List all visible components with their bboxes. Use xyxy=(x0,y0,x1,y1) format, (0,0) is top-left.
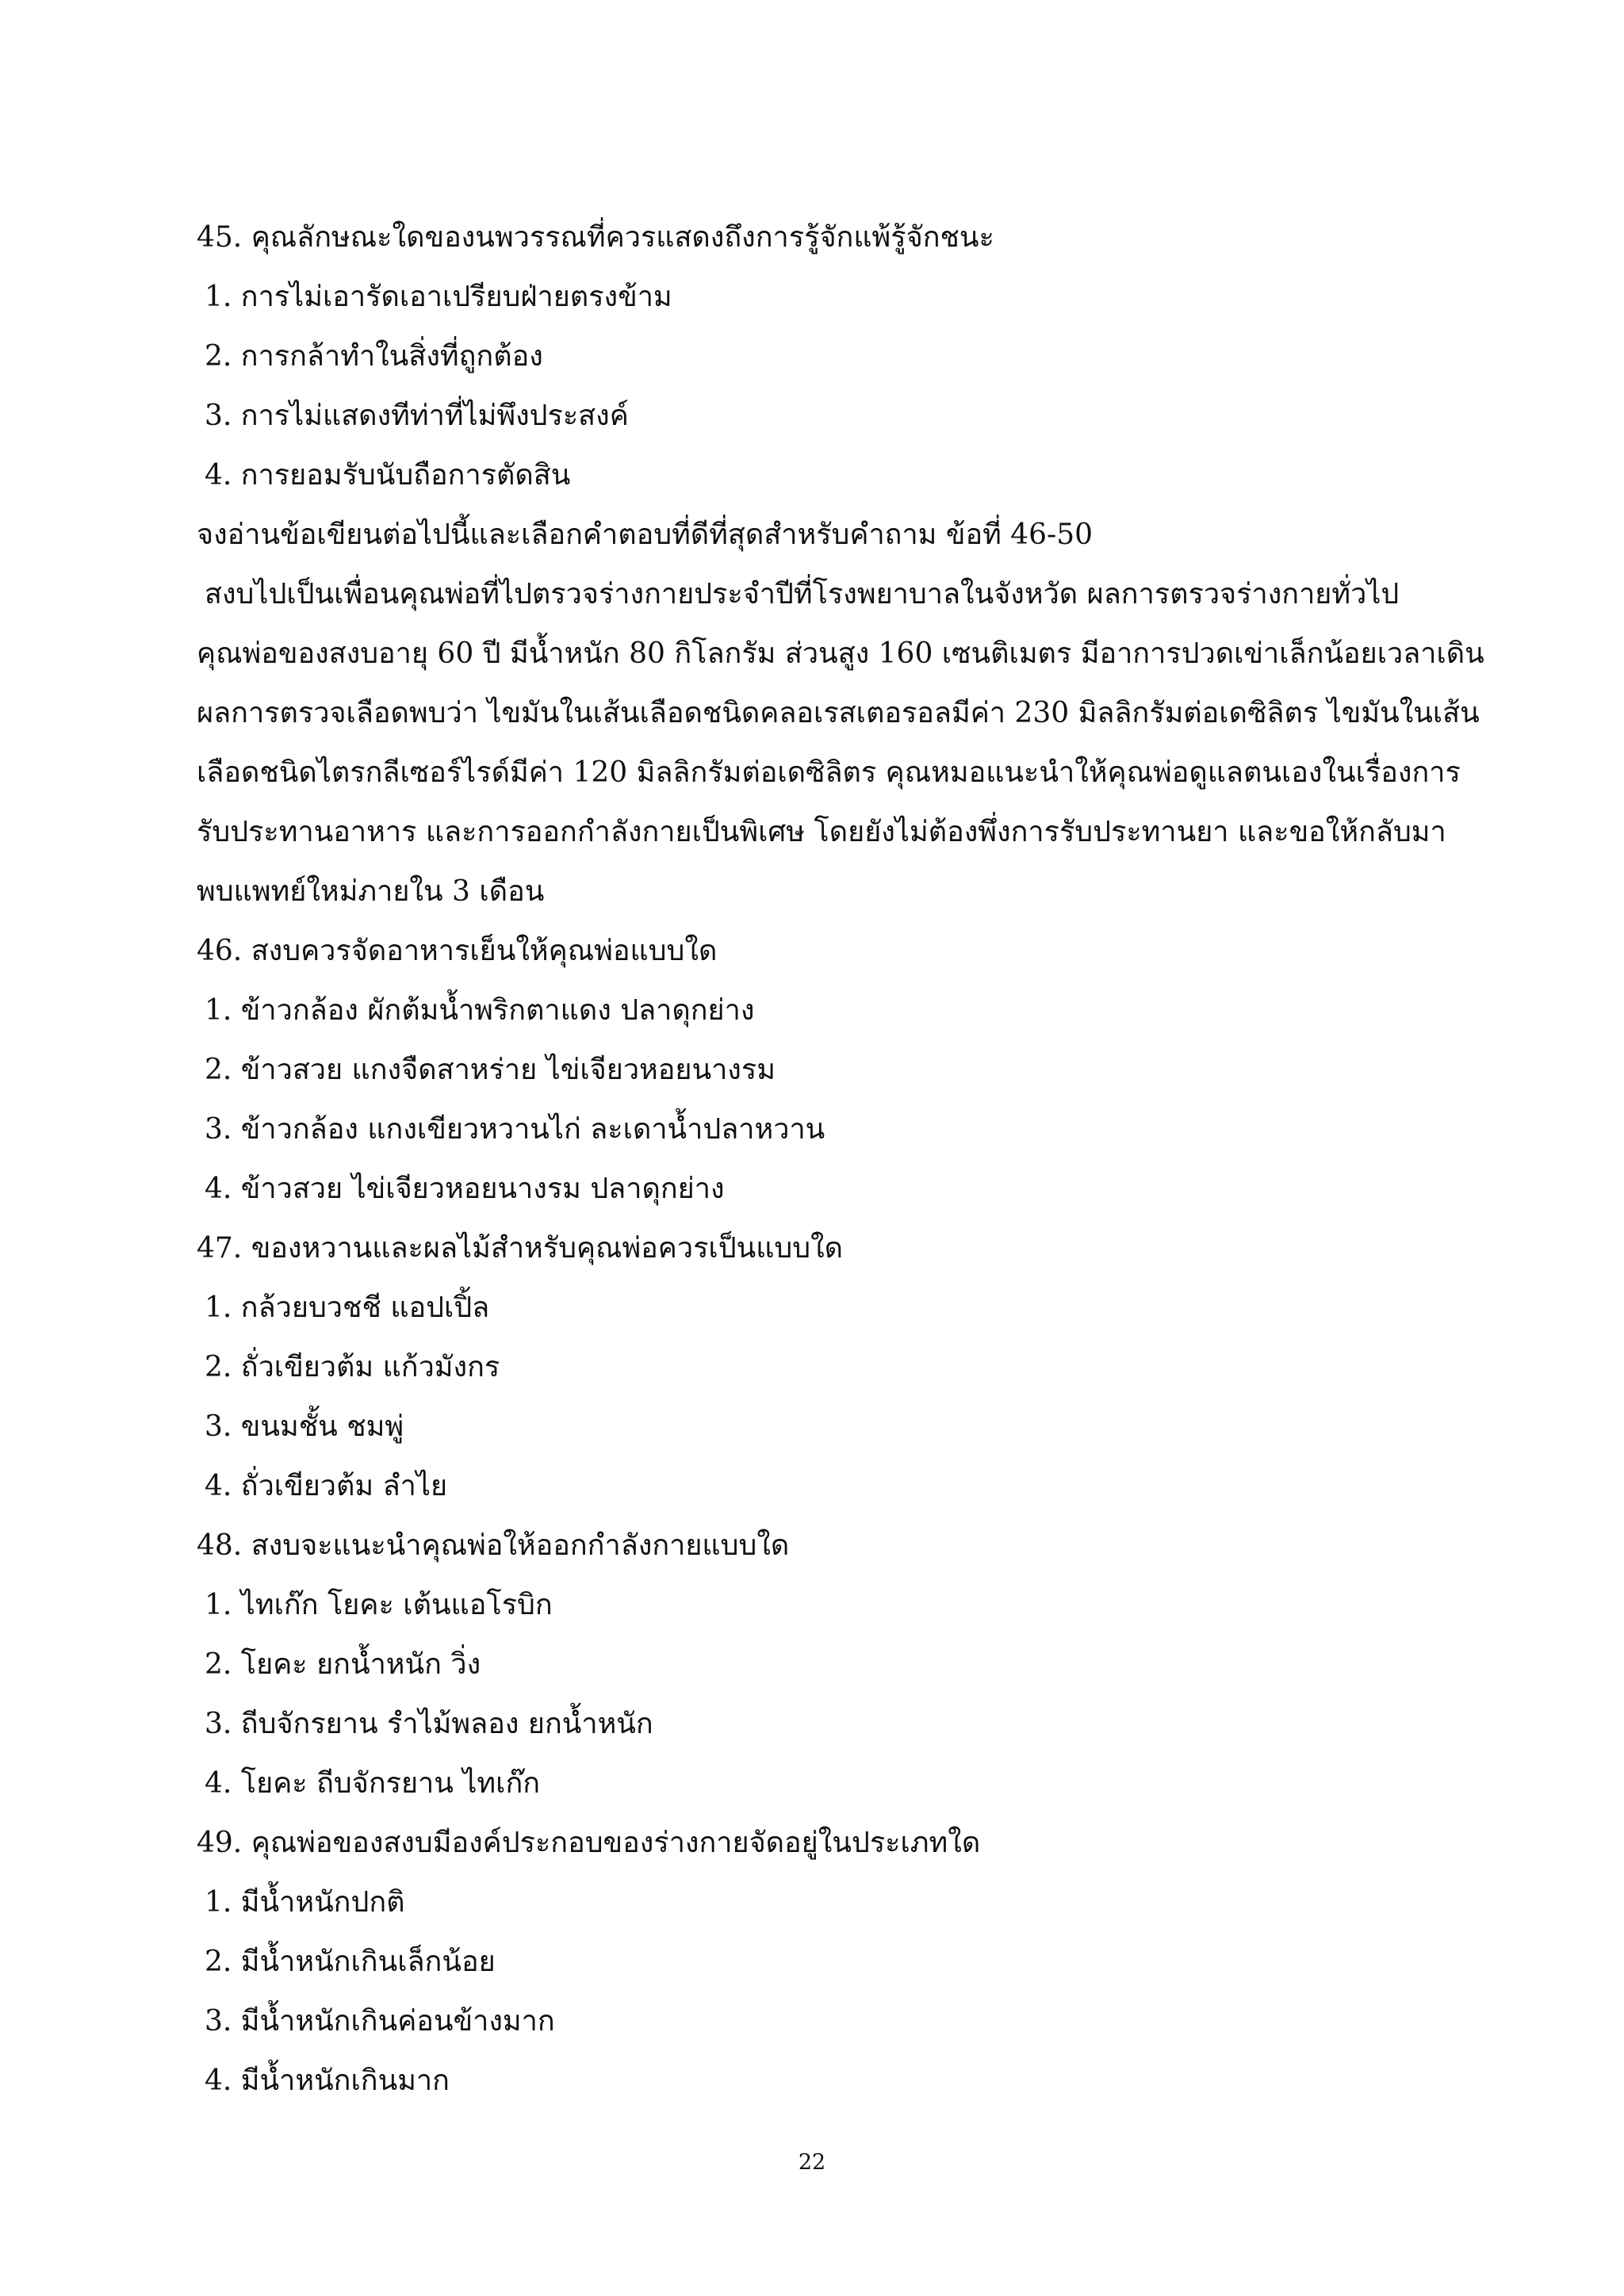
passage-line-6: พบแพทย์ใหม่ภายใน 3 เดือน xyxy=(197,875,545,908)
question-47-option-3: 3. ขนมชั้น ชมพู่ xyxy=(205,1410,404,1443)
question-47-title: 47. ของหวานและผลไม้สำหรับคุณพ่อควรเป็นแบบใด xyxy=(197,1232,844,1265)
page-content xyxy=(197,208,1484,2110)
question-49-option-3: 3. มีน้ำหนักเกินค่อนข้างมาก xyxy=(205,2005,555,2038)
question-49-option-1: 1. มีน้ำหนักปกติ xyxy=(205,1886,405,1919)
question-48-option-1: 1. ไทเก๊ก โยคะ เต้นแอโรบิก xyxy=(205,1589,553,1621)
question-45-option-3: 3. การไม่แสดงทีท่าที่ไม่พึงประสงค์ xyxy=(205,400,629,432)
passage-line-3: ผลการตรวจเลือดพบว่า ไขมันในเส้นเลือดชนิดคลอเรสเตอรอลมีค่า 230 มิลลิกรัมต่อเดซิลิตร ไขมันในเส้น xyxy=(197,697,1480,729)
passage-line-2: คุณพ่อของสงบอายุ 60 ปี มีน้ำหนัก 80 กิโลกรัม ส่วนสูง 160 เซนติเมตร มีอาการปวดเข่าเล็กน้อยเวลาเดิน xyxy=(197,637,1484,670)
question-47-option-2: 2. ถั่วเขียวต้ม แก้วมังกร xyxy=(205,1351,500,1383)
question-45-option-1: 1. การไม่เอารัดเอาเปรียบฝ่ายตรงข้าม xyxy=(205,281,672,313)
question-46-option-4: 4. ข้าวสวย ไข่เจียวหอยนางรม ปลาดุกย่าง xyxy=(205,1173,725,1205)
question-47-option-1: 1. กล้วยบวชชี แอปเปิ้ล xyxy=(205,1292,490,1324)
question-48-option-3: 3. ถีบจักรยาน รำไม้พลอง ยกน้ำหนัก xyxy=(205,1708,653,1740)
question-46-option-1: 1. ข้าวกล้อง ผักต้มน้ำพริกตาแดง ปลาดุกย่าง xyxy=(205,994,755,1027)
question-46-title: 46. สงบควรจัดอาหารเย็นให้คุณพ่อแบบใด xyxy=(197,935,718,967)
passage-line-4: เลือดชนิดไตรกลีเซอร์ไรด์มีค่า 120 มิลลิกรัมต่อเดซิลิตร คุณหมอแนะนำให้คุณพ่อดูแลตนเองในเรื่องการ xyxy=(197,756,1461,789)
question-49-option-2: 2. มีน้ำหนักเกินเล็กน้อย xyxy=(205,1946,496,1978)
question-46-option-2: 2. ข้าวสวย แกงจืดสาหร่าย ไข่เจียวหอยนางรม xyxy=(205,1054,776,1086)
question-45-option-2: 2. การกล้าทำในสิ่งที่ถูกต้อง xyxy=(205,340,543,373)
question-45-option-4: 4. การยอมรับนับถือการตัดสิน xyxy=(205,459,571,492)
page-number: 22 xyxy=(798,2150,826,2175)
question-48-title: 48. สงบจะแนะนำคุณพ่อให้ออกกำลังกายแบบใด xyxy=(197,1529,790,1562)
passage-line-5: รับประทานอาหาร และการออกกำลังกายเป็นพิเศษ โดยยังไม่ต้องพึ่งการรับประทานยา และขอให้กลับมา xyxy=(197,816,1446,848)
question-46-option-3: 3. ข้าวกล้อง แกงเขียวหวานไก่ ละเดาน้ำปลาหวาน xyxy=(205,1113,825,1146)
question-49-option-4: 4. มีน้ำหนักเกินมาก xyxy=(205,2064,450,2097)
question-45-title: 45. คุณลักษณะใดของนพวรรณที่ควรแสดงถึงการรู้จักแพ้รู้จักชนะ xyxy=(197,221,994,254)
question-48-option-4: 4. โยคะ ถีบจักรยาน ไทเก๊ก xyxy=(205,1767,541,1800)
passage-line-1: สงบไปเป็นเพื่อนคุณพ่อที่ไปตรวจร่างกายประจำปีที่โรงพยาบาลในจังหวัด ผลการตรวจร่างกายทั่วไป xyxy=(205,578,1400,610)
question-48-option-2: 2. โยคะ ยกน้ำหนัก วิ่ง xyxy=(205,1648,481,1681)
question-49-title: 49. คุณพ่อของสงบมีองค์ประกอบของร่างกายจัดอยู่ในประเภทใด xyxy=(197,1827,981,1859)
reading-instruction: จงอ่านข้อเขียนต่อไปนี้และเลือกคำตอบที่ดีที่สุดสำหรับคำถาม ข้อที่ 46-50 xyxy=(197,519,1094,551)
question-47-option-4: 4. ถั่วเขียวต้ม ลำไย xyxy=(205,1470,448,1502)
